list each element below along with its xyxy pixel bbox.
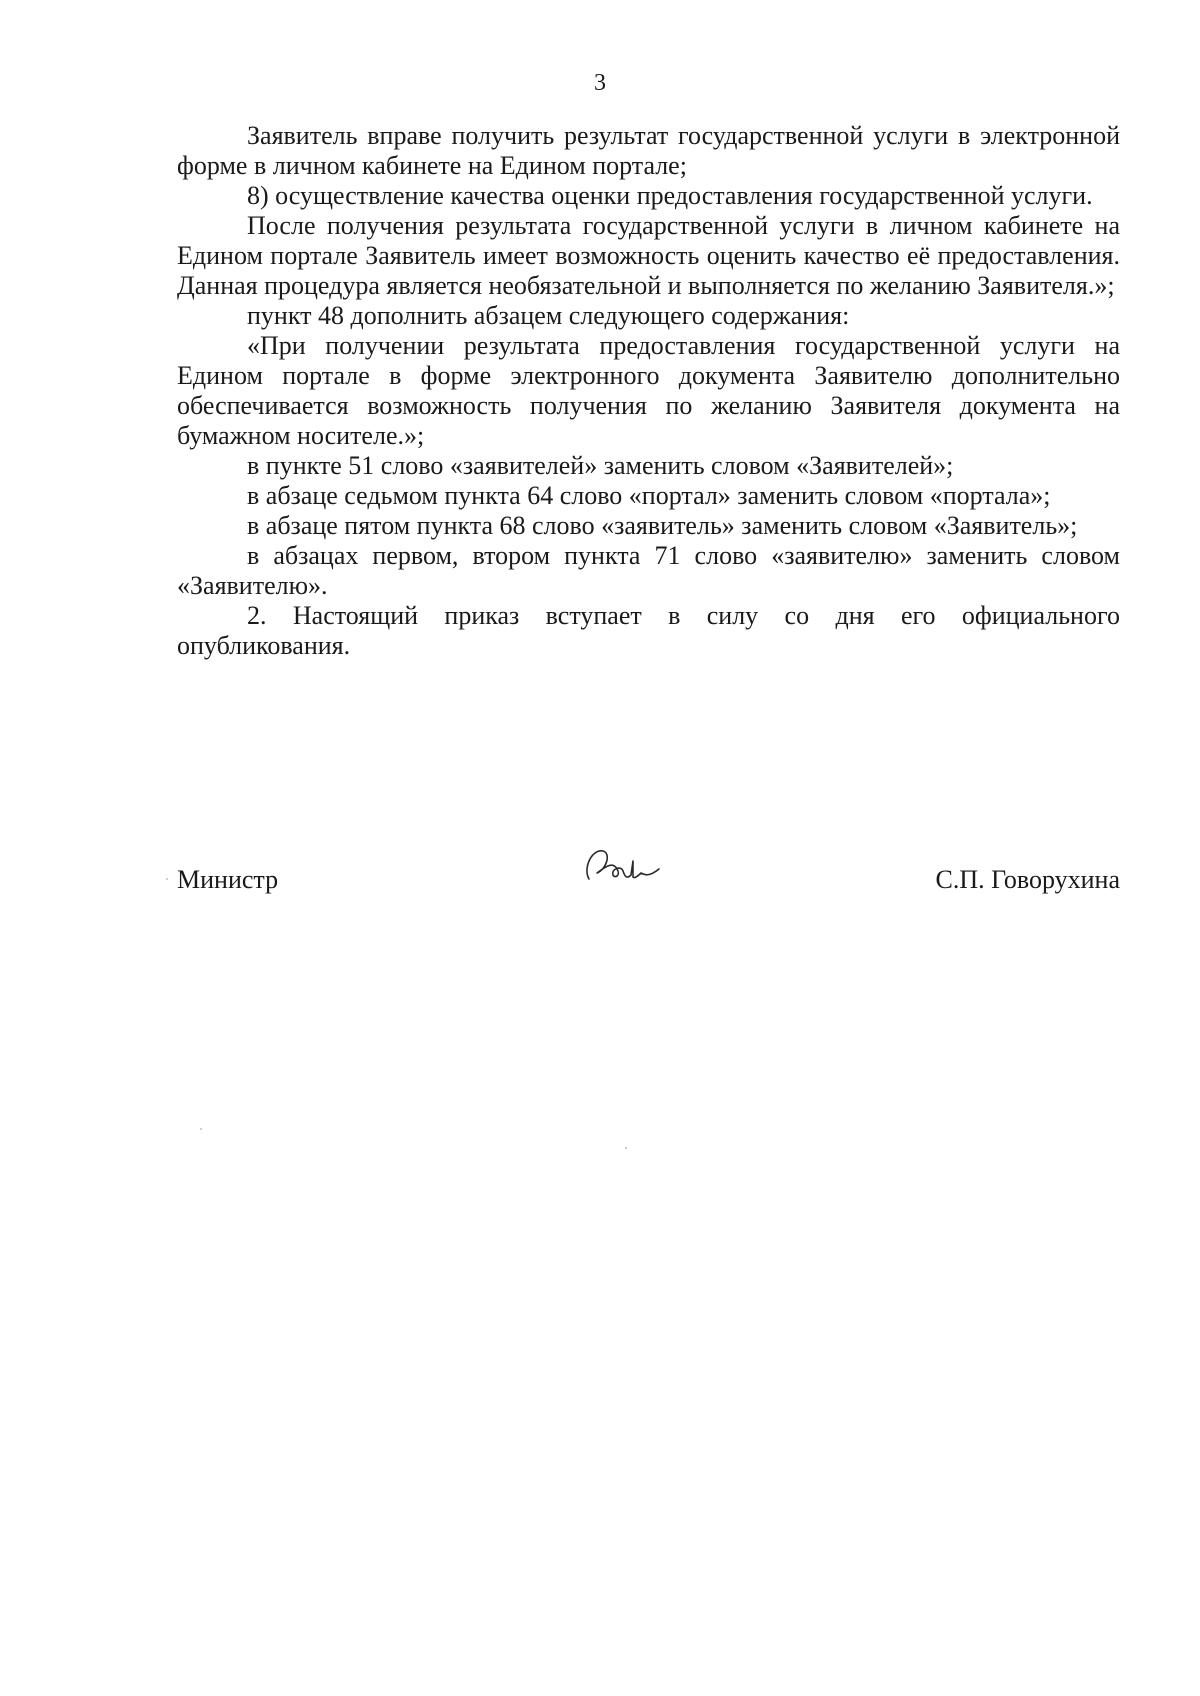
page-number: 3 xyxy=(594,70,606,96)
signatory-position: Министр xyxy=(177,865,279,894)
scan-speck xyxy=(200,1128,202,1130)
scan-speck xyxy=(625,1147,627,1149)
signature-block xyxy=(177,859,1120,899)
paragraph: 8) осуществление качества оценки предоставления государственной услуги. xyxy=(247,181,1093,210)
paragraph: в абзаце пятом пункта 68 слово «заявитель» заменить словом «Заявитель»; xyxy=(247,511,1078,540)
paragraph: пункт 48 дополнить абзацем следующего содержания: xyxy=(247,301,850,330)
paragraph: в пункте 51 слово «заявителей» заменить словом «Заявителей»; xyxy=(247,451,954,480)
paragraph: «При получении результата предоставления государственной услуги на Едином портале в форме электронного документа Заявителю дополнительно обеспечивается возможность получения по желанию Заявителя документа на бумажном носителе.»; xyxy=(177,331,1120,450)
paragraph: Заявитель вправе получить результат государственной услуги в электронной форме в личном кабинете на Едином портале; xyxy=(177,121,1120,180)
paragraph: в абзацах первом, втором пункта 71 слово «заявителю» заменить словом «Заявителю». xyxy=(177,541,1120,600)
paragraph: После получения результата государственной услуги в личном кабинете на Едином портале Заявитель имеет возможность оценить качество её предоставления. Данная процедура является необязательной и выполняется по желанию Заявителя.»; xyxy=(177,211,1120,300)
scan-speck xyxy=(166,878,168,880)
paragraph: 2. Настоящий приказ вступает в силу со дня его официального опубликования. xyxy=(177,601,1120,660)
handwritten-signature xyxy=(579,839,663,891)
signatory-name: С.П. Говорухина xyxy=(935,865,1120,894)
paragraph: в абзаце седьмом пункта 64 слово «портал» заменить словом «портала»; xyxy=(247,481,1051,510)
document-body xyxy=(177,121,1120,661)
